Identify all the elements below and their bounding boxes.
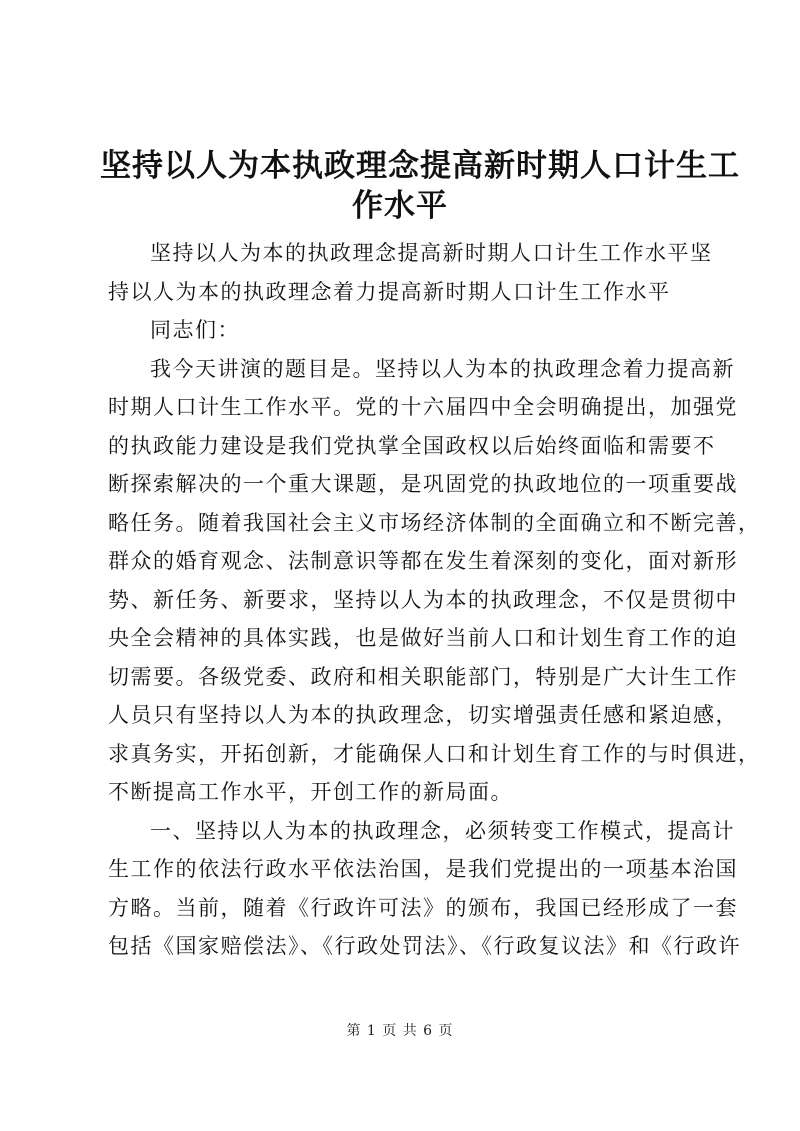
- document-body: [108, 234, 761, 966]
- body-line: 时期人口计生工作水平。党的十六届四中全会明确提出，加强党: [108, 395, 738, 419]
- body-line: 求真务实，开拓创新，才能确保人口和计划生育工作的与时俱进，: [108, 741, 761, 766]
- body-line: 不断提高工作水平，开创工作的新局面。: [108, 780, 513, 804]
- body-line: 方略。当前，随着《行政许可法》的颁布，我国已经形成了一套: [108, 895, 738, 920]
- title-line-2: 作水平: [352, 188, 448, 224]
- section-heading-line: 一、坚持以人为本的执政理念，必须转变工作模式，提高计: [150, 818, 735, 843]
- body-line: 包括《国家赔偿法》、《行政处罚法》、《行政复议法》和《行政许: [108, 934, 741, 958]
- body-line: 群众的婚育观念、法制意识等都在发生着深刻的变化，面对新形: [108, 549, 738, 573]
- body-line: 央全会精神的具体实践，也是做好当前人口和计划生育工作的迫: [108, 626, 738, 650]
- body-line: 断探索解决的一个重大课题，是巩固党的执政地位的一项重要战: [108, 472, 738, 496]
- title-line-1: 坚持以人为本执政理念提高新时期人口计生工: [100, 148, 740, 184]
- body-line: 切需要。各级党委、政府和相关职能部门，特别是广大计生工作: [108, 664, 738, 689]
- page-number-footer: 第 1 页 共 6 页: [346, 1023, 454, 1039]
- body-line: 势、新任务、新要求，坚持以人为本的执政理念，不仅是贯彻中: [108, 587, 738, 612]
- salutation-line: 同志们：: [150, 318, 240, 342]
- body-line: 我今天讲演的题目是。坚持以人为本的执政理念着力提高新: [150, 356, 735, 381]
- body-line: 生工作的依法行政水平依法治国，是我们党提出的一项基本治国: [108, 857, 738, 881]
- body-line: 坚持以人为本的执政理念提高新时期人口计生工作水平坚: [150, 241, 713, 265]
- body-line: 的执政能力建设是我们党执掌全国政权以后始终面临和需要不: [108, 433, 716, 458]
- body-line: 人员只有坚持以人为本的执政理念，切实增强责任感和紧迫感，: [108, 703, 738, 727]
- body-line: 略任务。随着我国社会主义市场经济体制的全面确立和不断完善，: [108, 510, 761, 535]
- document-title: [100, 146, 740, 226]
- body-line: 持以人为本的执政理念着力提高新时期人口计生工作水平: [108, 279, 671, 304]
